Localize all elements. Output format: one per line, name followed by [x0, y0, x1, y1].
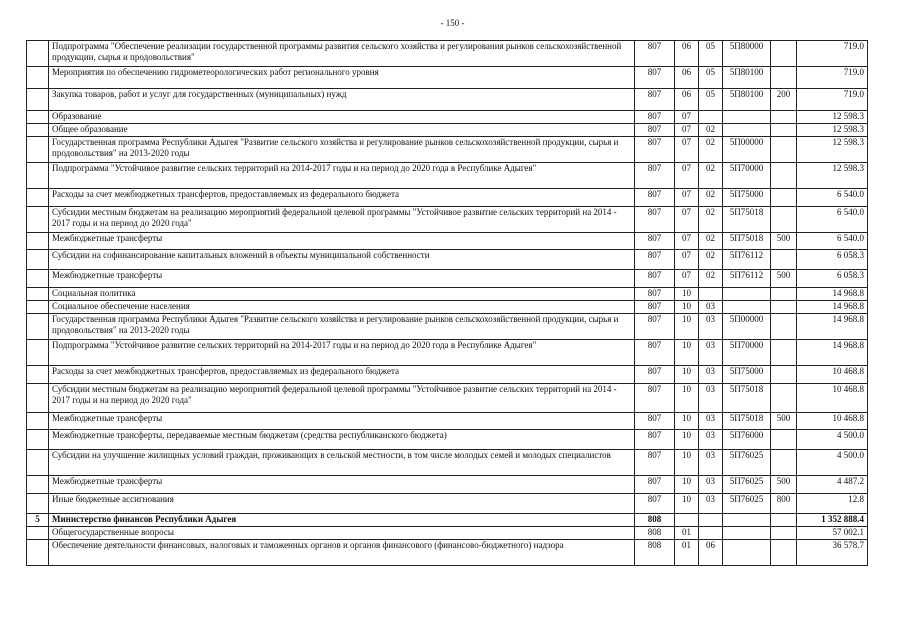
code-vr: 800: [771, 494, 797, 514]
item-name: Межбюджетные трансферты: [49, 233, 635, 250]
code-rz: [675, 514, 699, 527]
code-pr: 02: [699, 207, 723, 233]
row-number: [27, 288, 49, 301]
item-name: Обеспечение деятельности финансовых, налоговых и таможенных органов и органов финансового (финансово-бюджетного) надзора: [49, 540, 635, 566]
code-csr: 5П75018: [723, 413, 771, 430]
amount: 12.8: [797, 494, 868, 514]
code-gr: 807: [635, 41, 675, 67]
code-gr: 807: [635, 384, 675, 413]
code-pr: [699, 111, 723, 124]
code-rz: 07: [675, 250, 699, 270]
code-pr: 03: [699, 366, 723, 384]
code-rz: 10: [675, 413, 699, 430]
row-number: [27, 67, 49, 89]
code-vr: [771, 384, 797, 413]
code-pr: 02: [699, 250, 723, 270]
table-row: [27, 476, 868, 494]
row-number: [27, 137, 49, 163]
code-csr: 5П75000: [723, 366, 771, 384]
code-rz: 10: [675, 476, 699, 494]
row-number: [27, 413, 49, 430]
amount: 6 540.0: [797, 233, 868, 250]
code-csr: [723, 124, 771, 137]
code-csr: 5П70000: [723, 340, 771, 366]
code-pr: 03: [699, 413, 723, 430]
code-gr: 807: [635, 301, 675, 314]
item-name: Государственная программа Республики Адыгея "Развитие сельского хозяйства и регулирование рынков сельскохозяйственной продукции, сырья и продовольствия" на 2013-2020 годы: [49, 137, 635, 163]
table-row: [27, 384, 868, 413]
item-name: Подпрограмма "Устойчивое развитие сельских территорий на 2014-2017 годы и на период до 2020 года в Республике Адыгея": [49, 340, 635, 366]
amount: 1 352 888.4: [797, 514, 868, 527]
table-row: [27, 41, 868, 67]
code-rz: 10: [675, 430, 699, 450]
code-pr: 05: [699, 41, 723, 67]
code-csr: 5П76112: [723, 250, 771, 270]
amount: 4 487.2: [797, 476, 868, 494]
item-name: Субсидии местным бюджетам на реализацию мероприятий федеральной целевой программы "Устойчивое развитие сельских территорий на 2014 - 2017 годы и на период до 2020 года": [49, 207, 635, 233]
code-pr: 03: [699, 314, 723, 340]
table-row: [27, 514, 868, 527]
code-gr: 807: [635, 233, 675, 250]
code-csr: [723, 288, 771, 301]
code-vr: [771, 41, 797, 67]
table-row: [27, 288, 868, 301]
row-number: [27, 314, 49, 340]
code-rz: 07: [675, 189, 699, 207]
code-vr: [771, 340, 797, 366]
code-gr: 807: [635, 137, 675, 163]
code-gr: 808: [635, 540, 675, 566]
code-rz: 07: [675, 233, 699, 250]
row-number: [27, 540, 49, 566]
code-csr: 5П75018: [723, 207, 771, 233]
table-row: [27, 340, 868, 366]
table-row: [27, 67, 868, 89]
code-csr: [723, 514, 771, 527]
code-pr: [699, 514, 723, 527]
code-gr: 807: [635, 494, 675, 514]
item-name: Иные бюджетные ассигнования: [49, 494, 635, 514]
code-gr: 807: [635, 250, 675, 270]
item-name: Социальная политика: [49, 288, 635, 301]
table-row: [27, 430, 868, 450]
table-row: [27, 124, 868, 137]
item-name: Закупка товаров, работ и услуг для государственных (муниципальных) нужд: [49, 89, 635, 111]
row-number: [27, 250, 49, 270]
item-name: Расходы за счет межбюджетных трансфертов, предоставляемых из федерального бюджета: [49, 189, 635, 207]
code-csr: 5П75000: [723, 189, 771, 207]
item-name: Субсидии местным бюджетам на реализацию мероприятий федеральной целевой программы "Устойчивое развитие сельских территорий на 2014 - 2017 годы и на период до 2020 года": [49, 384, 635, 413]
code-gr: 807: [635, 163, 675, 189]
code-csr: 5П80000: [723, 41, 771, 67]
row-number: [27, 340, 49, 366]
code-vr: [771, 301, 797, 314]
code-pr: [699, 527, 723, 540]
row-number: [27, 270, 49, 288]
code-vr: [771, 450, 797, 476]
code-csr: [723, 111, 771, 124]
code-csr: 5П80100: [723, 67, 771, 89]
code-csr: 5П70000: [723, 163, 771, 189]
table-row: [27, 233, 868, 250]
item-name: Социальное обеспечение населения: [49, 301, 635, 314]
amount: 719.0: [797, 89, 868, 111]
code-vr: [771, 67, 797, 89]
code-rz: 10: [675, 288, 699, 301]
amount: 6 540.0: [797, 189, 868, 207]
code-csr: 5П76025: [723, 476, 771, 494]
amount: 10 468.8: [797, 384, 868, 413]
row-number: [27, 233, 49, 250]
amount: 12 598.3: [797, 163, 868, 189]
table-row: [27, 301, 868, 314]
item-name: Общее образование: [49, 124, 635, 137]
row-number: [27, 124, 49, 137]
item-name: Межбюджетные трансферты, передаваемые местным бюджетам (средства республиканского бюджета): [49, 430, 635, 450]
code-rz: 06: [675, 89, 699, 111]
code-rz: 10: [675, 314, 699, 340]
row-number: [27, 207, 49, 233]
code-rz: 07: [675, 207, 699, 233]
item-name: Субсидии на улучшение жилищных условий граждан, проживающих в сельской местности, в том числе молодых семей и молодых специалистов: [49, 450, 635, 476]
code-pr: 06: [699, 540, 723, 566]
amount: 4 500.0: [797, 430, 868, 450]
code-gr: 807: [635, 189, 675, 207]
code-rz: 07: [675, 124, 699, 137]
code-pr: 03: [699, 430, 723, 450]
row-number: [27, 384, 49, 413]
table-body: [27, 41, 868, 566]
code-pr: 02: [699, 233, 723, 250]
code-csr: 5П76112: [723, 270, 771, 288]
code-gr: 807: [635, 450, 675, 476]
budget-table: [26, 40, 868, 566]
code-vr: 500: [771, 270, 797, 288]
item-name: Межбюджетные трансферты: [49, 270, 635, 288]
amount: 6 540.0: [797, 207, 868, 233]
table-row: [27, 163, 868, 189]
code-pr: 03: [699, 476, 723, 494]
code-vr: 500: [771, 413, 797, 430]
code-pr: 02: [699, 189, 723, 207]
code-gr: 807: [635, 476, 675, 494]
code-csr: [723, 540, 771, 566]
code-csr: 5П76025: [723, 494, 771, 514]
code-csr: 5П76025: [723, 450, 771, 476]
row-number: [27, 366, 49, 384]
code-csr: [723, 301, 771, 314]
code-csr: 5П75018: [723, 384, 771, 413]
code-gr: 807: [635, 340, 675, 366]
code-gr: 807: [635, 413, 675, 430]
code-rz: 06: [675, 67, 699, 89]
amount: 4 500.0: [797, 450, 868, 476]
code-vr: [771, 124, 797, 137]
code-vr: [771, 430, 797, 450]
code-vr: [771, 514, 797, 527]
table-row: [27, 314, 868, 340]
item-name: Образование: [49, 111, 635, 124]
code-rz: 07: [675, 163, 699, 189]
item-name: Субсидии на софинансирование капитальных вложений в объекты муниципальной собственности: [49, 250, 635, 270]
row-number: [27, 189, 49, 207]
page-number: - 150 -: [440, 18, 465, 28]
code-gr: 807: [635, 270, 675, 288]
code-rz: 07: [675, 111, 699, 124]
code-rz: 10: [675, 450, 699, 476]
amount: 14 968.8: [797, 288, 868, 301]
amount: 12 598.3: [797, 124, 868, 137]
table-row: [27, 270, 868, 288]
code-pr: 03: [699, 340, 723, 366]
item-name: Подпрограмма "Устойчивое развитие сельских территорий на 2014-2017 годы и на период до 2020 года в Республике Адыгея": [49, 163, 635, 189]
amount: 36 578.7: [797, 540, 868, 566]
amount: 6 058.3: [797, 250, 868, 270]
row-number: [27, 494, 49, 514]
code-gr: 807: [635, 207, 675, 233]
code-vr: [771, 314, 797, 340]
amount: 57 002.1: [797, 527, 868, 540]
amount: 6 058.3: [797, 270, 868, 288]
table-row: [27, 89, 868, 111]
table-row: [27, 189, 868, 207]
code-vr: [771, 163, 797, 189]
table-row: [27, 250, 868, 270]
code-vr: 500: [771, 476, 797, 494]
code-pr: 05: [699, 89, 723, 111]
amount: 719.0: [797, 67, 868, 89]
amount: 12 598.3: [797, 137, 868, 163]
code-pr: 02: [699, 163, 723, 189]
table-row: [27, 494, 868, 514]
code-csr: [723, 527, 771, 540]
item-name: Расходы за счет межбюджетных трансфертов, предоставляемых из федерального бюджета: [49, 366, 635, 384]
row-number: [27, 41, 49, 67]
code-gr: 807: [635, 111, 675, 124]
code-gr: 807: [635, 124, 675, 137]
code-vr: [771, 137, 797, 163]
code-vr: [771, 207, 797, 233]
row-number: 5: [27, 514, 49, 527]
row-number: [27, 450, 49, 476]
code-rz: 10: [675, 494, 699, 514]
item-name: Межбюджетные трансферты: [49, 413, 635, 430]
code-pr: 03: [699, 384, 723, 413]
row-number: [27, 163, 49, 189]
table-row: [27, 527, 868, 540]
table-row: [27, 111, 868, 124]
row-number: [27, 430, 49, 450]
code-vr: [771, 189, 797, 207]
code-pr: 02: [699, 137, 723, 163]
table-row: [27, 413, 868, 430]
item-name: Мероприятия по обеспечению гидрометеорологических работ регионального уровня: [49, 67, 635, 89]
code-gr: 807: [635, 314, 675, 340]
row-number: [27, 476, 49, 494]
table-row: [27, 137, 868, 163]
code-gr: 807: [635, 366, 675, 384]
code-rz: 07: [675, 137, 699, 163]
code-pr: 05: [699, 67, 723, 89]
code-pr: 03: [699, 494, 723, 514]
code-gr: 807: [635, 67, 675, 89]
item-name: Министерство финансов Республики Адыгея: [49, 514, 635, 527]
code-gr: 808: [635, 527, 675, 540]
table-row: [27, 207, 868, 233]
code-rz: 01: [675, 527, 699, 540]
code-gr: 808: [635, 514, 675, 527]
table-row: [27, 450, 868, 476]
code-pr: 02: [699, 124, 723, 137]
code-vr: [771, 527, 797, 540]
item-name: Межбюджетные трансферты: [49, 476, 635, 494]
item-name: Общегосударственные вопросы: [49, 527, 635, 540]
row-number: [27, 527, 49, 540]
code-gr: 807: [635, 89, 675, 111]
amount: 14 968.8: [797, 301, 868, 314]
amount: 719.0: [797, 41, 868, 67]
code-vr: 200: [771, 89, 797, 111]
code-rz: 10: [675, 301, 699, 314]
amount: 14 968.8: [797, 340, 868, 366]
code-rz: 06: [675, 41, 699, 67]
amount: 10 468.8: [797, 413, 868, 430]
amount: 14 968.8: [797, 314, 868, 340]
item-name: Государственная программа Республики Адыгея "Развитие сельского хозяйства и регулирование рынков сельскохозяйственной продукции, сырья и продовольствия" на 2013-2020 годы: [49, 314, 635, 340]
code-rz: 10: [675, 384, 699, 413]
code-gr: 807: [635, 430, 675, 450]
code-csr: 5П80100: [723, 89, 771, 111]
code-rz: 10: [675, 366, 699, 384]
amount: 10 468.8: [797, 366, 868, 384]
code-rz: 10: [675, 340, 699, 366]
code-vr: [771, 288, 797, 301]
row-number: [27, 301, 49, 314]
code-gr: 807: [635, 288, 675, 301]
code-csr: 5П00000: [723, 314, 771, 340]
code-pr: 02: [699, 270, 723, 288]
code-vr: [771, 366, 797, 384]
code-vr: [771, 250, 797, 270]
code-csr: 5П76000: [723, 430, 771, 450]
code-rz: 01: [675, 540, 699, 566]
table-row: [27, 540, 868, 566]
table-row: [27, 366, 868, 384]
code-pr: [699, 288, 723, 301]
code-csr: 5П00000: [723, 137, 771, 163]
code-pr: 03: [699, 301, 723, 314]
row-number: [27, 111, 49, 124]
code-vr: [771, 540, 797, 566]
row-number: [27, 89, 49, 111]
amount: 12 598.3: [797, 111, 868, 124]
code-vr: [771, 111, 797, 124]
code-rz: 07: [675, 270, 699, 288]
item-name: Подпрограмма "Обеспечение реализации государственной программы развития сельского хозяйства и регулирования рынков сельскохозяйственной продукции, сырья и продовольствия": [49, 41, 635, 67]
code-pr: 03: [699, 450, 723, 476]
code-csr: 5П75018: [723, 233, 771, 250]
code-vr: 500: [771, 233, 797, 250]
